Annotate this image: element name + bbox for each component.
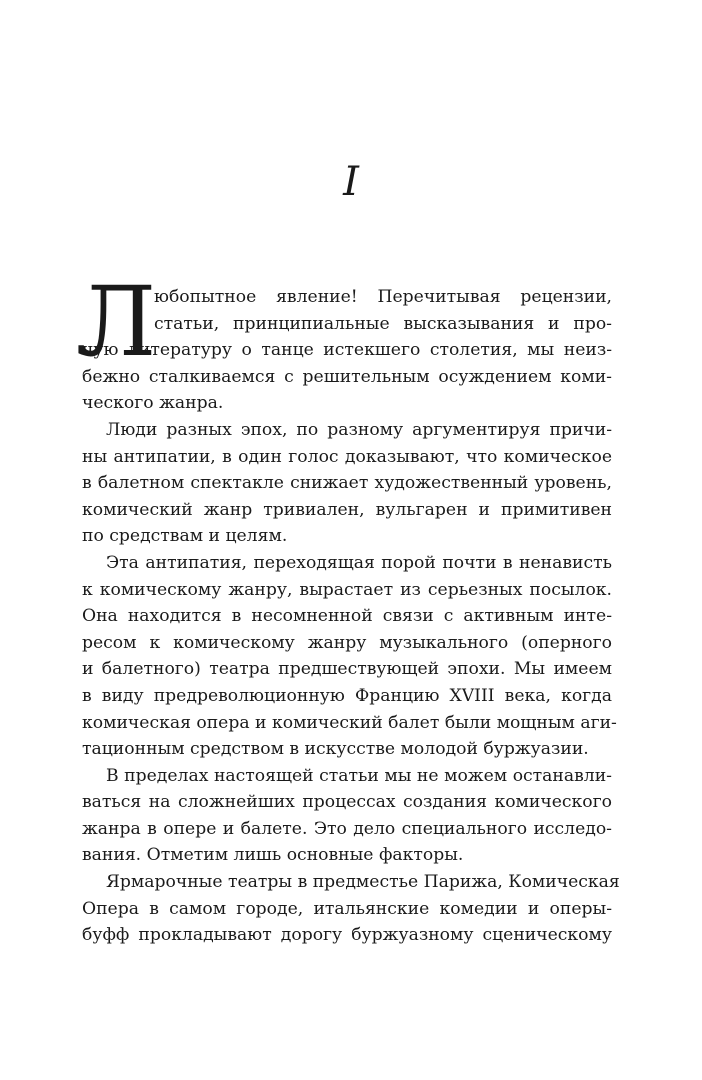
text-line: в виду предреволюционную Францию XVIII века, когда (82, 685, 612, 706)
text-line: ческого жанра. (82, 393, 224, 414)
text-line: ваться на сложнейших процессах создания комического (82, 792, 612, 813)
text-line: чую литературу о танце истекшего столетия, мы неиз- (82, 340, 612, 361)
text-line: статьи, принципиальные высказывания и про- (154, 313, 612, 334)
text-line: вания. Отметим лишь основные факторы. (82, 845, 464, 866)
text-line: комическая опера и комический балет были мощным аги- (82, 712, 617, 733)
paragraph-5 (82, 869, 620, 949)
text-line: тационным средством в искусстве молодой буржуазии. (82, 739, 589, 760)
drop-cap: Л (76, 266, 157, 378)
text-line: по средствам и целям. (82, 526, 288, 547)
text-line: и балетного) театра предшествующей эпохи. Мы имеем (82, 659, 612, 680)
text-line: Опера в самом городе, итальянские комедии и оперы- (82, 898, 612, 919)
paragraph-3 (82, 550, 617, 763)
text-line: юбопытное явление! Перечитывая рецензии, (154, 287, 612, 307)
text-line: Эта антипатия, переходящая порой почти в ненависть (106, 552, 612, 573)
text-line: в балетном спектакле снижает художественный уровень, (82, 473, 612, 494)
text-line: Ярмарочные театры в предместье Парижа, Комическая (106, 872, 620, 893)
body-text (76, 266, 620, 949)
chapter-numeral: I (343, 159, 359, 205)
text-line: Люди разных эпох, по разному аргументируя причи- (106, 419, 612, 440)
text-line: ресом к комическому жанру музыкального (оперного (82, 632, 612, 653)
paragraph-4 (82, 763, 612, 869)
text-line: Она находится в несомненной связи с активным инте- (82, 606, 612, 627)
text-line: жанра в опере и балете. Это дело специального исследо- (82, 818, 612, 839)
paragraph-1 (76, 266, 612, 417)
text-line: к комическому жанру, вырастает из серьезных посылок. (82, 579, 612, 600)
text-line: комический жанр тривиален, вульгарен и примитивен (82, 499, 612, 520)
paragraph-2 (82, 417, 612, 550)
text-line: В пределах настоящей статьи мы не можем останавли- (106, 765, 612, 786)
text-line: ны антипатии, в один голос доказывают, что комическое (82, 446, 612, 467)
text-line: буфф прокладывают дорогу буржуазному сценическому (82, 925, 612, 946)
text-line: бежно сталкиваемся с решительным осуждением коми- (82, 366, 612, 387)
